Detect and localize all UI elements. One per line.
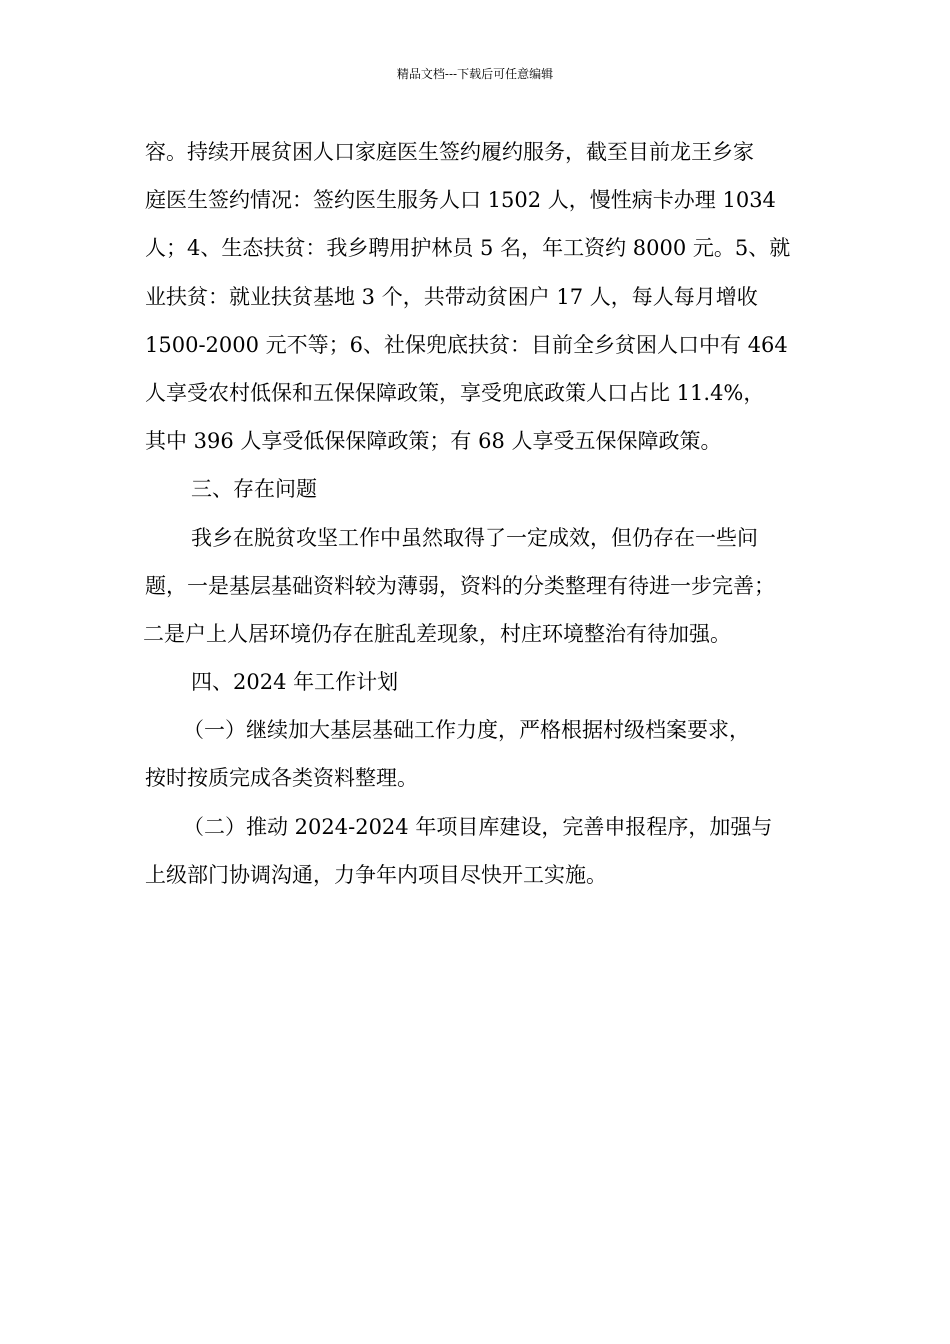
body-line: 其中 396 人享受低保保障政策；有 68 人享受五保保障政策。 <box>145 429 722 454</box>
body-line: 题，一是基层基础资料较为薄弱，资料的分类整理有待进一步完善； <box>145 573 775 598</box>
body-line: 人；4、生态扶贫：我乡聘用护林员 5 名，年工资约 8000 元。5、就 <box>145 236 791 261</box>
section-heading-problems: 三、存在问题 <box>191 477 317 502</box>
body-line: 容。持续开展贫困人口家庭医生签约履约服务，截至目前龙王乡家 <box>145 140 754 164</box>
plan-item-1: （一）继续加大基层基础工作力度，严格根据村级档案要求， <box>183 718 750 743</box>
body-line: 人享受农村低保和五保保障政策，享受兜底政策人口占比 11.4%， <box>145 380 765 405</box>
document-body <box>145 128 835 899</box>
page-header: 精品文档---下载后可任意编辑 <box>396 67 554 81</box>
body-line: 按时按质完成各类资料整理。 <box>145 766 418 791</box>
body-line: 二是户上人居环境仍存在脏乱差现象，村庄环境整治有待加强。 <box>143 621 731 646</box>
body-line: 我乡在脱贫攻坚工作中虽然取得了一定成效，但仍存在一些问 <box>191 525 758 550</box>
body-line: 业扶贫：就业扶贫基地 3 个，共带动贫困户 17 人，每人每月增收 <box>145 284 758 309</box>
section-heading-plan: 四、2024 年工作计划 <box>191 670 399 695</box>
body-line: 1500-2000 元不等；6、社保兜底扶贫：目前全乡贫困人口中有 464 <box>145 332 788 357</box>
body-line: 庭医生签约情况：签约医生服务人口 1502 人，慢性病卡办理 1034 <box>145 188 776 213</box>
plan-item-2: （二）推动 2024-2024 年项目库建设，完善申报程序，加强与 <box>183 814 773 839</box>
body-line: 上级部门协调沟通，力争年内项目尽快开工实施。 <box>145 862 607 887</box>
